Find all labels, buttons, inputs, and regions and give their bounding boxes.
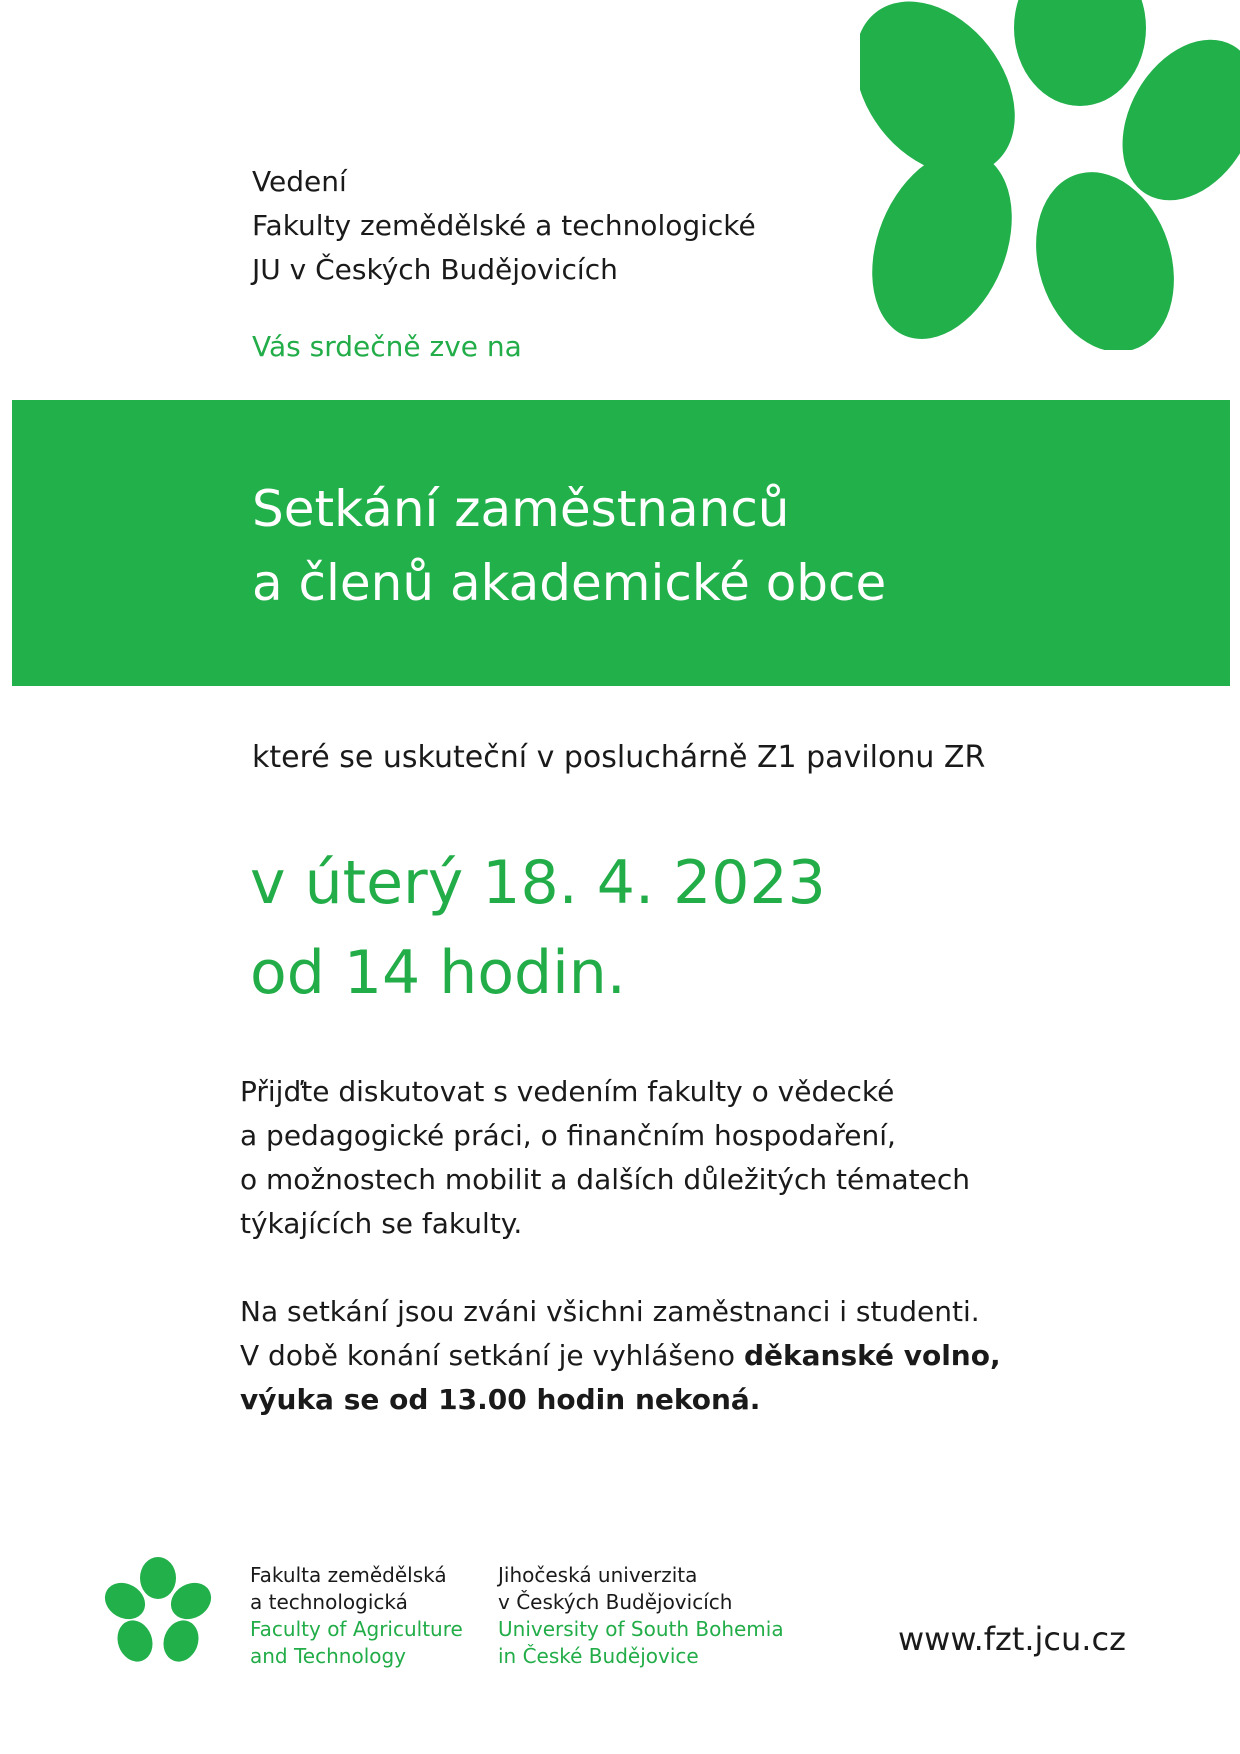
header-line-1: Vedení	[252, 165, 347, 198]
description-line-4: týkajících se fakulty.	[240, 1207, 523, 1240]
event-title-line-2: a členů akademické obce	[252, 554, 887, 612]
event-date	[250, 838, 826, 1018]
description-line-1: Přijďte diskutovat s vedením fakulty o vědecké	[240, 1075, 895, 1108]
faculty-cz-line-2: a technologická	[250, 1590, 408, 1614]
header-line-3: JU v Českých Budějovicích	[252, 253, 618, 286]
university-en-line-2: in České Budějovice	[498, 1644, 699, 1668]
flower-logo-icon	[102, 1556, 214, 1668]
faculty-name-block	[250, 1562, 463, 1670]
title-banner	[12, 400, 1230, 686]
header-block	[252, 160, 756, 292]
notice-line-3: výuka se od 13.00 hodin nekoná.	[240, 1383, 761, 1416]
faculty-en-line-1: Faculty of Agriculture	[250, 1617, 463, 1641]
website-link[interactable]: www.fzt.jcu.cz	[898, 1620, 1126, 1658]
flower-decoration-icon	[860, 0, 1240, 350]
notice-line-2-bold: děkanské volno,	[743, 1339, 1001, 1372]
description-paragraph	[240, 1070, 970, 1246]
notice-line-2	[240, 1334, 1001, 1378]
event-title	[252, 472, 886, 620]
notice-paragraph	[240, 1290, 1001, 1422]
notice-line-2-plain: V době konání setkání je vyhlášeno	[240, 1339, 744, 1372]
faculty-en-line-2: and Technology	[250, 1644, 407, 1668]
description-line-2: a pedagogické práci, o finančním hospodaření,	[240, 1119, 896, 1152]
venue-text: které se uskuteční v posluchárně Z1 pavilonu ZR	[252, 740, 986, 775]
event-title-line-1: Setkání zaměstnanců	[252, 480, 790, 538]
event-date-line-1: v úterý 18. 4. 2023	[250, 848, 826, 918]
university-cz-line-1: Jihočeská univerzita	[498, 1563, 698, 1587]
invite-text: Vás srdečně zve na	[252, 330, 522, 363]
header-line-2: Fakulty zemědělské a technologické	[252, 209, 756, 242]
university-cz-line-2: v Českých Budějovicích	[498, 1590, 733, 1614]
university-name-block	[498, 1562, 784, 1670]
event-date-line-2: od 14 hodin.	[250, 938, 626, 1008]
description-line-3: o možnostech mobilit a dalších důležitých tématech	[240, 1163, 970, 1196]
university-en-line-1: University of South Bohemia	[498, 1617, 784, 1641]
notice-line-1: Na setkání jsou zváni všichni zaměstnanci i studenti.	[240, 1295, 980, 1328]
faculty-cz-line-1: Fakulta zemědělská	[250, 1563, 447, 1587]
